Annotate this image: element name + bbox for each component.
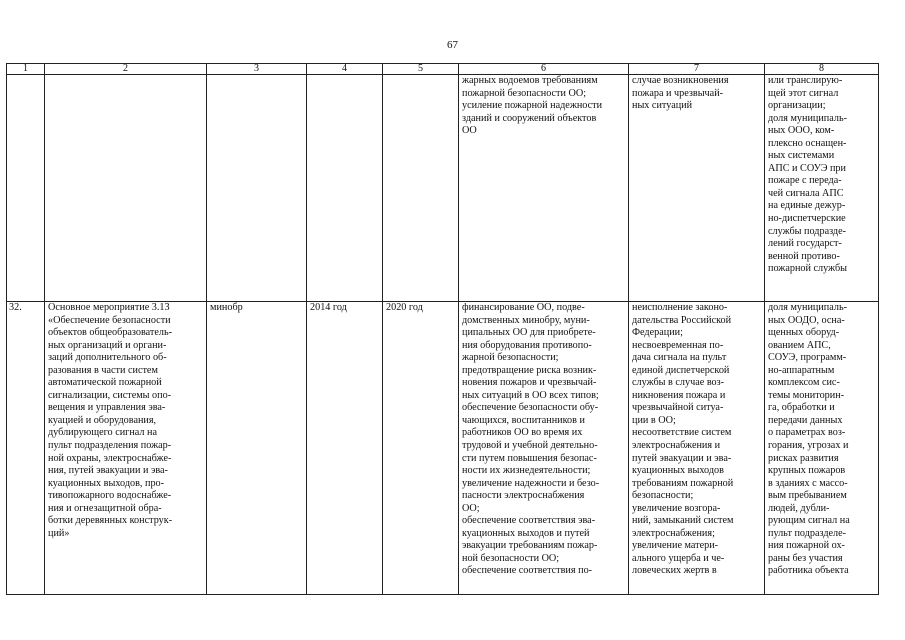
cell-empty [383,75,459,302]
cell-indicator-continued: или транслирую- щей этот сигнал организации; доля муниципаль- ных ООО, ком- плексно оснащен- ных системами АПС и СОУЭ при пожаре с переда- чей сигнала АПС на единые дежур- но-диспетчерские службы подразде- лений государст- венной противо- пожарной службы [765,75,879,302]
cell-start-year: 2014 год [307,302,383,595]
cell-row-number: 32. [7,302,45,595]
header-col-3: 3 [207,64,307,75]
measures-table [6,63,879,595]
cell-empty [7,75,45,302]
page-number: 67 [447,39,458,51]
cell-executor: минобр [207,302,307,595]
table-row-32 [7,302,879,595]
column-number-header-row [7,64,879,75]
cell-expected-result-continued: жарных водоемов требованиям пожарной безопасности ОО; усиление пожарной надежности зданий и сооружений объектов ОО [459,75,629,302]
table-row-continuation [7,75,879,302]
cell-empty [307,75,383,302]
header-col-1: 1 [7,64,45,75]
cell-expected-result: финансирование ОО, подве- домственных минобру, муни- ципальных ОО для приобрете- ния оборудования противопо- жарной безопасности; предотвращение риска возник- новения пожаров и чрезвычай- ных ситуаций в ОО всех типов; обеспечение безопасности обу- чающихся, воспитанников и работников ОО во время их трудовой и учебной деятельно- сти путем повышения безопас- ности их жизнедеятельности; увеличение надежности и безо- пасности электроснабжения ОО; обеспечение соответствия эва- куационных выходов и путей эвакуации требованиям пожар- ной безопасности ОО; обеспечение соответствия по- [459,302,629,595]
header-col-4: 4 [307,64,383,75]
header-col-6: 6 [459,64,629,75]
header-col-8: 8 [765,64,879,75]
cell-measure-title: Основное мероприятие 3.13 «Обеспечение безопасности объектов общеобразователь- ных организаций и органи- заций дополнительного об- разования в части систем автоматической пожарной сигнализации, системы опо- вещения и управления эва- куацией и оборудования, дублирующего сигнал на пульт подразделения пожар- ной охраны, электроснабже- ния, путей эвакуации и эва- куационных выходов, про- тивопожарного водоснабже- ния и огнезащитной обра- ботки деревянных конструк- ций» [45,302,207,595]
cell-empty [207,75,307,302]
header-col-5: 5 [383,64,459,75]
cell-empty [45,75,207,302]
header-col-2: 2 [45,64,207,75]
cell-end-year: 2020 год [383,302,459,595]
cell-consequences: неисполнение законо- дательства Российской Федерации; несвоевременная по- дача сигнала на пульт единой диспетчерской службы в случае воз- никновения пожара и чрезвычайной ситуа- ции в ОО; несоответствие систем электроснабжения и путей эвакуации и эва- куационных выходов требованиям пожарной безопасности; увеличение возгора- ний, замыканий систем электроснабжения; увеличение матери- ального ущерба и че- ловеческих жертв в [629,302,765,595]
cell-consequences-continued: случае возникновения пожара и чрезвычай- ных ситуаций [629,75,765,302]
header-col-7: 7 [629,64,765,75]
cell-indicator: доля муниципаль- ных ООДО, осна- щенных оборуд- ованием АПС, СОУЭ, программ- но-аппаратным комплексом сис- темы мониторин- га, обработки и передачи данных о параметрах воз- горания, угрозах и рисках развития крупных пожаров в зданиях с массо- вым пребыванием людей, дубли- рующим сигнал на пульт подразделе- ния пожарной ох- раны без участия работника объекта [765,302,879,595]
